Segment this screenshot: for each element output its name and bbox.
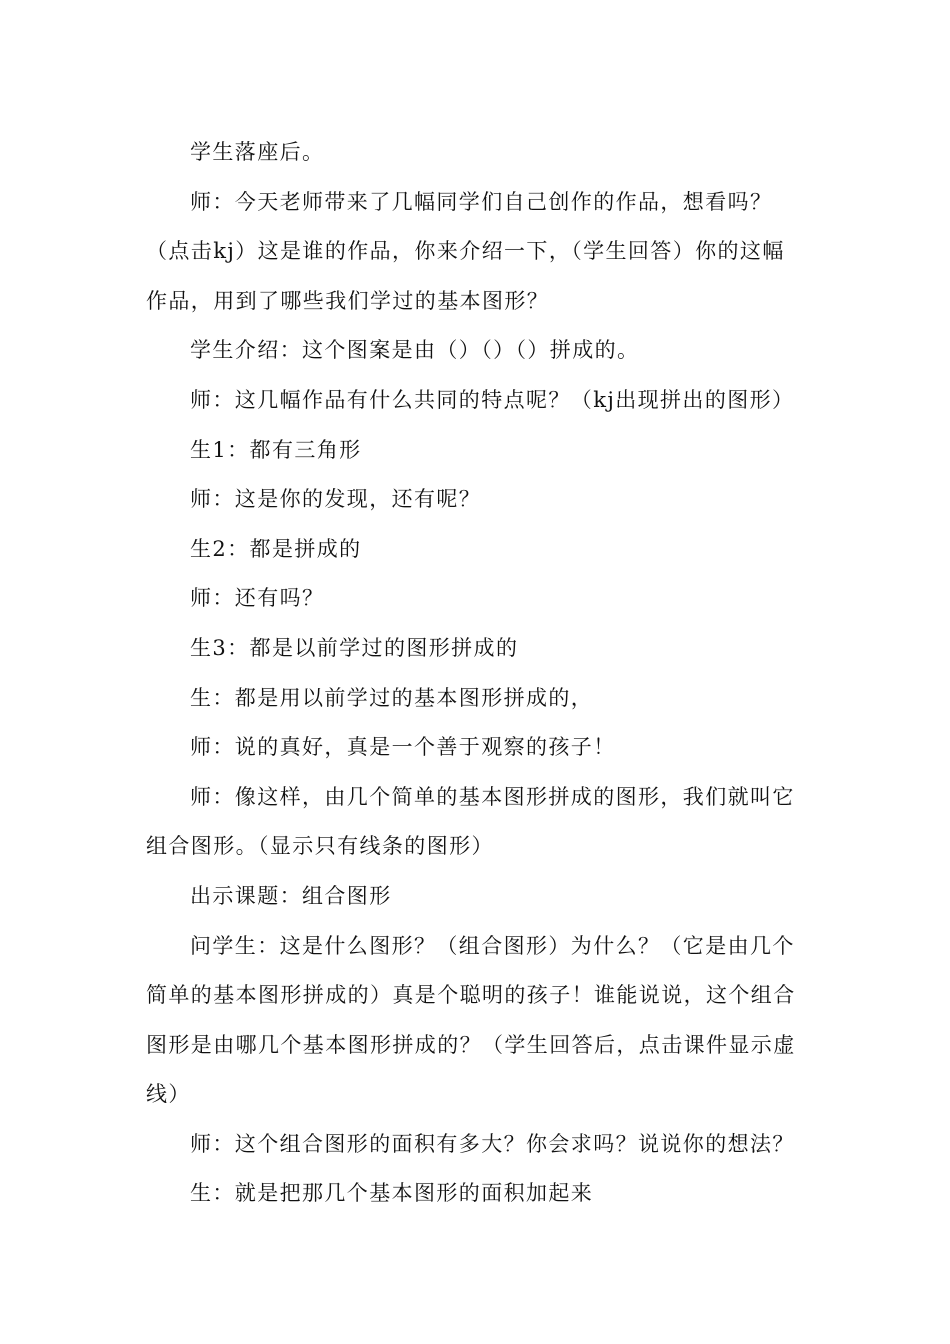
text-line: 师：今天老师带来了几幅同学们自己创作的作品，想看吗？ [190, 189, 773, 214]
text-line: 师：说的真好，真是一个善于观察的孩子！ [190, 735, 616, 760]
text-line: 学生落座后。 [190, 140, 325, 164]
text-line: 问学生：这是什么图形？（组合图形）为什么？（它是由几个 [190, 933, 795, 958]
paragraph [146, 872, 806, 922]
paragraph [146, 426, 806, 476]
paragraph [146, 1169, 806, 1219]
text-line: 作品，用到了哪些我们学过的基本图形？ [146, 288, 550, 313]
text-line: 学生介绍：这个图案是由（）（）（）拼成的。 [190, 338, 640, 363]
text-line: 生：都是用以前学过的基本图形拼成的， [190, 685, 594, 710]
text-line: 线） [146, 1082, 191, 1107]
text-line: 师：像这样，由几个简单的基本图形拼成的图形，我们就叫它 [190, 784, 795, 809]
paragraph [146, 574, 806, 624]
text-line: 图形是由哪几个基本图形拼成的？（学生回答后，点击课件显示虚 [146, 1032, 796, 1057]
text-line: 生1：都有三角形 [190, 437, 362, 462]
text-line: 生2：都是拼成的 [190, 536, 362, 561]
text-line: 组合图形。（显示只有线条的图形） [146, 834, 494, 859]
text-line: 出示课题：组合图形 [190, 883, 392, 908]
paragraph [146, 128, 806, 178]
paragraph [146, 723, 806, 773]
paragraph [146, 326, 806, 376]
text-line: 师：这个组合图形的面积有多大？你会求吗？说说你的想法？ [190, 1131, 795, 1156]
text-line: （点击kj）这是谁的作品，你来介绍一下，（学生回答）你的这幅 [146, 239, 785, 264]
text-line: 师：还有吗？ [190, 586, 325, 611]
text-line: 简单的基本图形拼成的）真是个聪明的孩子！谁能说说，这个组合 [146, 983, 796, 1008]
paragraph [146, 525, 806, 575]
document-body [146, 128, 806, 1219]
paragraph [146, 922, 806, 1120]
paragraph [146, 178, 806, 327]
text-line: 师：这几幅作品有什么共同的特点呢？（kj出现拼出的图形） [190, 387, 795, 412]
text-line: 生3：都是以前学过的图形拼成的 [190, 635, 519, 660]
paragraph [146, 674, 806, 724]
paragraph [146, 475, 806, 525]
text-line: 生：就是把那几个基本图形的面积加起来 [190, 1181, 594, 1206]
paragraph [146, 773, 806, 872]
text-line: 师：这是你的发现，还有呢？ [190, 487, 482, 512]
paragraph [146, 624, 806, 674]
paragraph [146, 1120, 806, 1170]
paragraph [146, 376, 806, 426]
